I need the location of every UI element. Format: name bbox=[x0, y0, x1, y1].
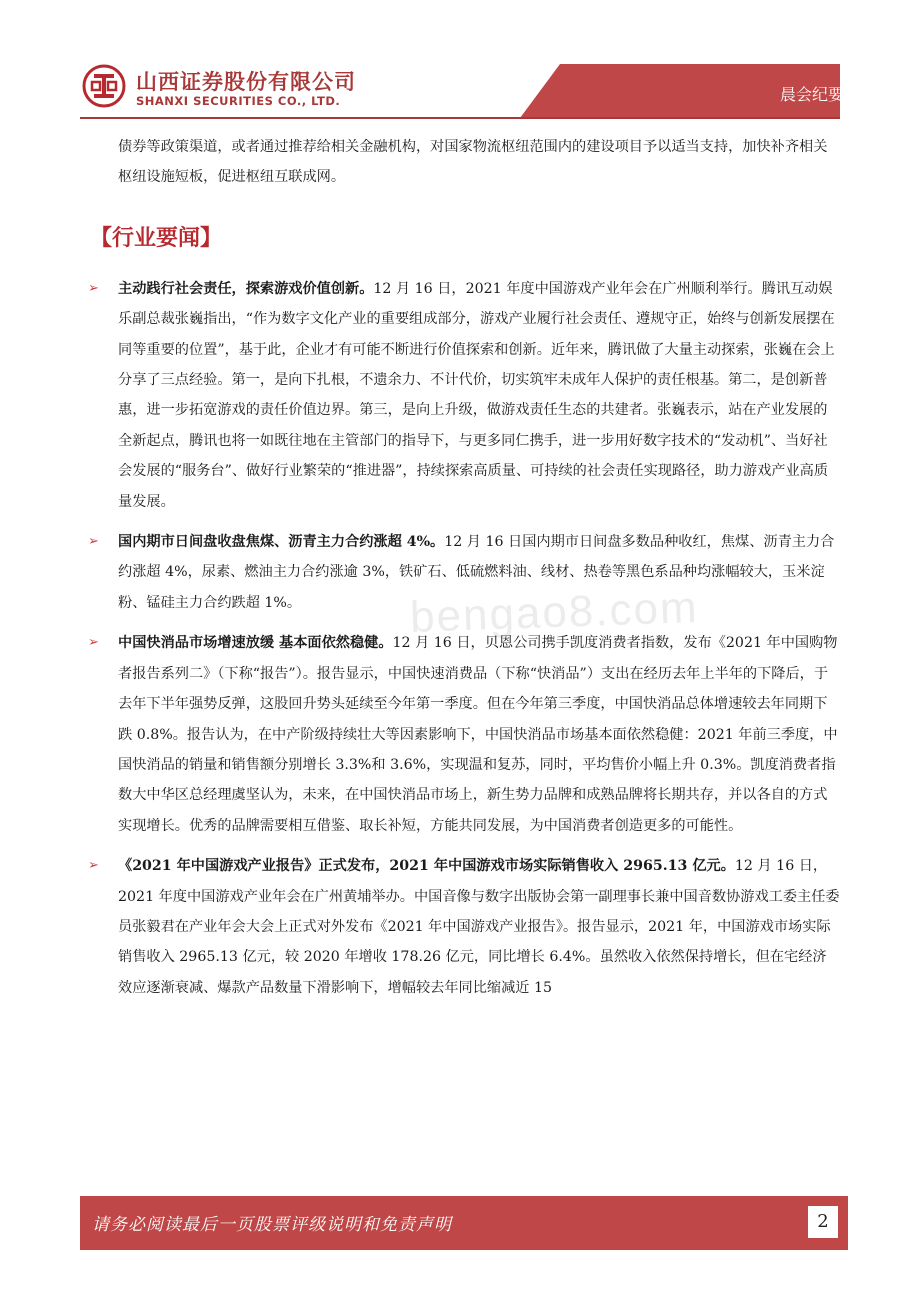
news-item bbox=[88, 527, 840, 618]
header-divider bbox=[80, 117, 840, 119]
watermark: bengao8.com bbox=[409, 582, 700, 643]
report-type-label: 晨会纪要 bbox=[779, 85, 844, 104]
news-item bbox=[88, 628, 840, 841]
news-body: 12 月 16 日国内期市日间盘多数品种收红，焦煤、沥青主力合约涨超 4%，尿素、燃油主力合约涨逾 3%，铁矿石、低硫燃料油、线材、热卷等黑色系品种均涨幅较大，玉米淀粉、锰硅主力合约跌超 1%。 bbox=[118, 534, 835, 611]
arrow-bullet-icon: ➢ bbox=[88, 858, 99, 874]
page-number: 2 bbox=[808, 1206, 838, 1238]
footer-disclaimer: 请务必阅读最后一页股票评级说明和免责声明 bbox=[92, 1215, 452, 1235]
company-name-en: SHANXI SECURITIES CO., LTD. bbox=[136, 94, 341, 108]
news-title: 《2021 年中国游戏产业报告》正式发布，2021 年中国游戏市场实际销售收入 2965.13 亿元。 bbox=[118, 858, 735, 875]
news-title: 国内期市日间盘收盘焦煤、沥青主力合约涨超 4%。 bbox=[118, 534, 445, 551]
main-content bbox=[88, 132, 840, 1013]
arrow-bullet-icon: ➢ bbox=[88, 635, 99, 651]
intro-paragraph: 债券等政策渠道，或者通过推荐给相关金融机构，对国家物流枢纽范围内的建设项目予以适当支持，加快补齐相关枢纽设施短板，促进枢纽互联成网。 bbox=[118, 139, 828, 186]
section-heading: 【行业要闻】 bbox=[90, 225, 223, 251]
page-header bbox=[0, 0, 920, 120]
company-name-cn: 山西证券股份有限公司 bbox=[136, 70, 356, 94]
news-body: 12 月 16 日，2021 年度中国游戏产业年会在广州黄埔举办。中国音像与数字出版协会第一副理事长兼中国音数协游戏工委主任委员张毅君在产业年会大会上正式对外发布《2021 年中国游戏产业报告》。报告显示，2021 年，中国游戏市场实际销售收入 2965.13 亿元，较 2020 年增收 178.26 亿元，同比增长 6.4%。虽然收入依然保持增长，但在宅经济效应逐渐衰减、爆款产品数量下滑影响下，增幅较去年同比缩减近 15 bbox=[118, 858, 840, 996]
news-body: 12 月 16 日，贝恩公司携手凯度消费者指数，发布《2021 年中国购物者报告系列二》（下称“报告”）。报告显示，中国快速消费品（下称“快消品”）支出在经历去年上半年的下降后，于去年下半年强势反弹，这股回升势头延续至今年第一季度。但在今年第三季度，中国快消品总体增速较去年同期下跌 0.8%。报告认为，在中产阶级持续壮大等因素影响下，中国快消品市场基本面依然稳健：2021 年前三季度，中国快消品的销量和销售额分别增长 3.3%和 3.6%，实现温和复苏，同时，平均售价小幅上升 0.3%。凯度消费者指数大中华区总经理虞坚认为，未来，在中国快消品市场上，新生势力品牌和成熟品牌将长期共存，并以各自的方式实现增长。优秀的品牌需要相互借鉴、取长补短，方能共同发展，为中国消费者创造更多的可能性。 bbox=[118, 635, 838, 834]
news-item bbox=[88, 274, 840, 517]
news-title: 中国快消品市场增速放缓 基本面依然稳健。 bbox=[118, 635, 393, 652]
news-body: 12 月 16 日，2021 年度中国游戏产业年会在广州顺利举行。腾讯互动娱乐副总裁张巍指出，“作为数字文化产业的重要组成部分，游戏产业履行社会责任、遵规守正，始终与创新发展摆在同等重要的位置”，基于此，企业才有可能不断进行价值探索和创新。近年来，腾讯做了大量主动探索，张巍在会上分享了三点经验。第一，是向下扎根，不遗余力、不计代价，切实筑牢未成年人保护的责任根基。第二，是创新普惠，进一步拓宽游戏的责任价值边界。第三，是向上升级，做游戏责任生态的共建者。张巍表示，站在产业发展的全新起点，腾讯也将一如既往地在主管部门的指导下，与更多同仁携手，进一步用好数字技术的“发动机”、当好社会发展的“服务台”、做好行业繁荣的“推进器”，持续探索高质量、可持续的社会责任实现路径，助力游戏产业高质量发展。 bbox=[118, 280, 835, 510]
arrow-bullet-icon: ➢ bbox=[88, 280, 99, 296]
company-logo-icon bbox=[82, 64, 126, 108]
news-item bbox=[88, 851, 840, 1003]
arrow-bullet-icon: ➢ bbox=[88, 534, 99, 550]
news-title: 主动践行社会责任，探索游戏价值创新。 bbox=[118, 280, 374, 297]
